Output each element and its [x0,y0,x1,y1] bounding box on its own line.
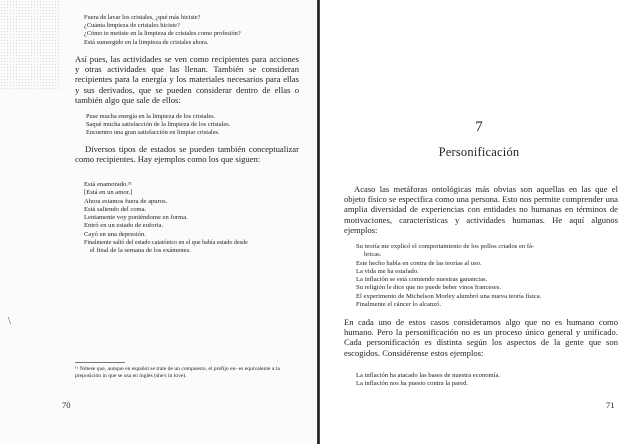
example-line: Finalmente salió del estado catatónico en el que había estado desde [84,240,248,247]
example-line: Está enamorado.¹¹ [84,181,132,188]
chapter-number: 7 [475,119,483,135]
example-line: Cayó en una depresión. [84,230,146,238]
example-line: La inflación nos ha puesto contra la pared. [356,380,469,388]
example-line: bricas. [364,251,382,259]
right-page [320,0,638,444]
chapter-title: Personificación [438,145,520,159]
energy-quotes [86,113,296,138]
example-line: Entró en un estado de euforia. [84,222,164,230]
right-paragraph-2: En cada uno de estos casos consideramos algo que no es humano como humano. Pero la personificación no es un proceso único general y unificado. Cada personificación es distinta según los aspectos de la gente que son escogidos. Considérense estos ejemplos: [344,317,618,358]
footnote-rule [75,362,125,363]
page-number-left: 70 [62,400,71,410]
quote-line: Encuentro una gran satisfacción en limpiar cristales. [86,129,220,137]
quote-line: ¿Cómo te metiste en la limpieza de cristales como profesión? [84,30,241,38]
page-number-right: 71 [606,400,615,410]
example-line: La vida me ha estafado. [356,267,419,275]
scan-noise-texture [0,0,60,90]
quote-line: ¿Cuánta limpieza de cristales hiciste? [84,22,180,30]
footnote: ¹¹ Nótese que, aunque en español se trate de un compuesto, el prefijo en- es equivalente a la preposición in que se usa en inglés (she's in love). [75,366,280,379]
example-line: Este hecho habla en contra de las teorías al uso. [356,259,482,267]
personification-examples [356,243,616,309]
example-line: El experimento de Michelson Morley alumbró una nueva teoría física. [356,292,542,300]
left-paragraph-1: Así pues, las actividades se ven como recipientes para acciones y otras actividades que las llenan. También se consideran recipientes para la energía y los materiales necesarios para ellas y sus derivados, que se pueden considerar dentro de ellas o también algo que sale de ellos: [75,54,299,105]
example-line: el final de la semana de los exámenes. [90,247,191,255]
left-page [0,0,318,444]
quote-line: Fuera de lavar los cristales, ¿qué más hiciste? [84,14,201,21]
scan-speck: \ [8,316,11,327]
example-line: Finalmente el cáncer lo alcanzó. [356,301,442,309]
right-paragraph-1: Acaso las metáforas ontológicas más obvias son aquellas en las que el objeto físico se especifica como una persona. Esto nos permite comprender una amplia diversidad de experiencias con entidades no humanas en términos de motivaciones, características y actividades humanas. He aquí algunos ejemplos: [344,184,618,235]
quote-line: Está sumergido en la limpieza de cristales ahora. [84,38,209,46]
final-examples [356,372,616,389]
example-line: Está saliendo del coma. [84,205,147,213]
example-line: Lentamente voy poniéndome en forma. [84,214,188,222]
quote-line: Saqué mucha satisfacción de la limpieza de los cristales. [86,121,231,129]
example-line: Ahora estamos fuera de apuros. [84,197,168,205]
state-examples [84,181,302,256]
example-line: La inflación se está comiendo nuestras ganancias. [356,276,488,284]
quote-line: Puse mucha energía en la limpieza de los cristales. [86,113,216,120]
example-line: Su teoría me explicó el comportamiento de los pollos criados en fá- [356,243,535,250]
example-line: [Está en un amor.] [84,189,133,197]
example-line: La inflación ha atacado las bases de nuestra economía. [356,372,501,379]
example-line: Su religión le dice que no puede beber vinos franceses. [356,284,502,292]
left-paragraph-2: Diversos tipos de estados se pueden también conceptualizar como recipientes. Hay ejemplos como los que siguen: [75,144,299,165]
opening-quotes [84,14,304,47]
